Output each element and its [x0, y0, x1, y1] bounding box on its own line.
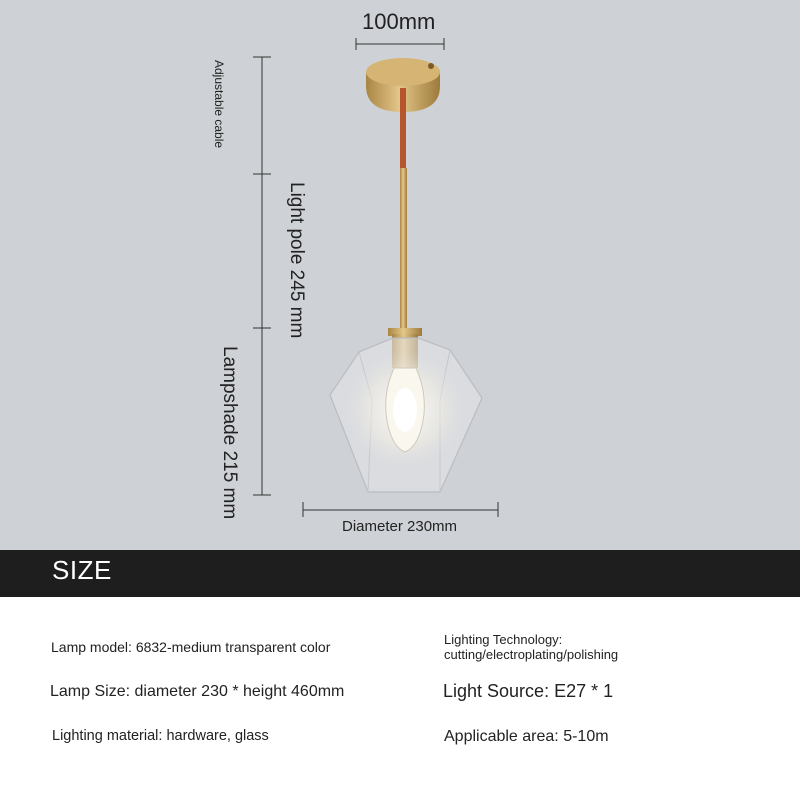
canopy-width-label: 100mm [362, 9, 436, 34]
pole-length-label: Light pole 245 mm [286, 182, 307, 339]
spec-technology [444, 632, 618, 662]
spec-model: Lamp model: 6832-medium transparent color [51, 639, 331, 655]
vertical-dimension-line [253, 57, 271, 495]
size-section-band [0, 550, 800, 597]
cable-label: Adjustable cable [212, 60, 226, 149]
diameter-label: Diameter 230mm [342, 518, 458, 535]
spec-technology-label: Lighting Technology: [444, 632, 563, 647]
spec-light-source: Light Source: E27 * 1 [443, 681, 614, 701]
spec-material: Lighting material: hardware, glass [52, 728, 269, 744]
top-dimension-line [356, 38, 444, 50]
adjustable-cable [400, 88, 406, 172]
spec-size: Lamp Size: diameter 230 * height 460mm [50, 683, 345, 700]
section-title: SIZE [52, 555, 112, 585]
spec-applicable-area: Applicable area: 5-10m [444, 728, 609, 745]
spec-technology-value: cutting/electroplating/polishing [444, 647, 619, 662]
diameter-dimension-line [303, 502, 498, 517]
light-pole [400, 168, 407, 330]
shade-height-label: Lampshade 215 mm [219, 346, 240, 520]
